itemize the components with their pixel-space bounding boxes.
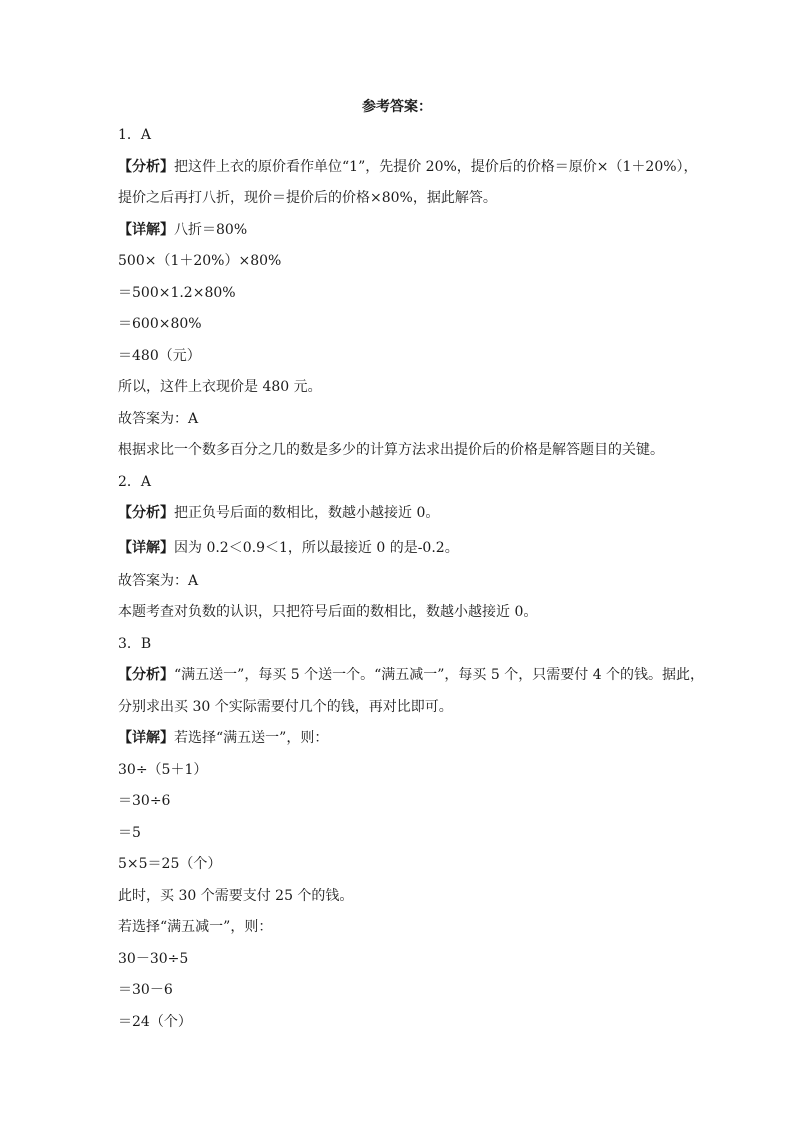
q3-analysis-line-1 <box>118 660 718 692</box>
q3-analysis-line-2: 分别求出买 30 个实际需要付几个的钱，再对比即可。 <box>118 698 453 715</box>
q3-option-2-intro: 若选择“满五减一”，则： <box>118 919 273 935</box>
q2-comment: 本题考查对负数的认识，只把符号后面的数相比，数越小越接近 0。 <box>118 604 538 620</box>
analysis-text: 把这件上衣的原价看作单位“1”，先提价 20%，提价后的价格＝原价×（1＋20%）， <box>174 158 698 175</box>
detail-text: 若选择“满五送一”，则： <box>174 730 329 746</box>
detail-text: 八折＝80% <box>174 221 248 238</box>
q1-conclusion: 所以，这件上衣现价是 480 元。 <box>118 379 322 395</box>
q1-formula-4: ＝480（元） <box>118 347 201 364</box>
q1-detail-line-1 <box>118 215 718 247</box>
q1-formula-3: ＝600×80% <box>118 316 202 332</box>
detail-tag: 【详解】 <box>118 730 174 746</box>
q3-formula-5: 30－30÷5 <box>118 950 189 967</box>
q1-analysis-line-1 <box>118 152 718 184</box>
q1-formula-1: 500×（1＋20%）×80% <box>118 253 282 269</box>
q3-detail-line-1 <box>118 723 718 755</box>
q3-result-1: 此时，买 30 个需要支付 25 个的钱。 <box>118 887 354 904</box>
q3-formula-6: ＝30－6 <box>118 982 173 998</box>
question-1-answer: 1．A <box>118 127 152 143</box>
q3-formula-7: ＝24（个） <box>118 1013 192 1030</box>
q2-detail <box>118 530 718 566</box>
analysis-text: 把正负号后面的数相比，数越小越接近 0。 <box>174 505 440 521</box>
analysis-tag: 【分析】 <box>118 667 174 683</box>
q2-analysis <box>118 498 718 530</box>
q1-formula-2: ＝500×1.2×80% <box>118 284 236 301</box>
detail-tag: 【详解】 <box>118 539 174 556</box>
detail-tag: 【详解】 <box>118 221 174 238</box>
q3-formula-4: 5×5＝25（个） <box>118 856 222 872</box>
q3-formula-3: ＝5 <box>118 824 141 841</box>
analysis-tag: 【分析】 <box>118 505 174 521</box>
q2-final-answer: 故答案为：A <box>118 572 199 589</box>
q3-formula-1: 30÷（5＋1） <box>118 761 208 778</box>
answer-content <box>118 120 718 1038</box>
page-title: 参考答案： <box>362 99 432 115</box>
detail-text: 因为 0.2＜0.9＜1，所以最接近 0 的是-0.2。 <box>174 539 459 556</box>
q1-comment: 根据求比一个数多百分之几的数是多少的计算方法求出提价后的价格是解答题目的关键。 <box>118 442 664 458</box>
analysis-tag: 【分析】 <box>118 158 174 175</box>
question-3-answer: 3．B <box>118 635 152 652</box>
q3-formula-2: ＝30÷6 <box>118 793 171 809</box>
q1-analysis-line-2: 提价之后再打八折，现价＝提价后的价格×80%，据此解答。 <box>118 190 497 206</box>
q1-final-answer: 故答案为：A <box>118 410 199 427</box>
question-2-answer: 2．A <box>118 473 152 490</box>
analysis-text: “满五送一”，每买 5 个送一个。“满五减一”，每买 5 个，只需要付 4 个的钱。据此， <box>174 667 705 683</box>
